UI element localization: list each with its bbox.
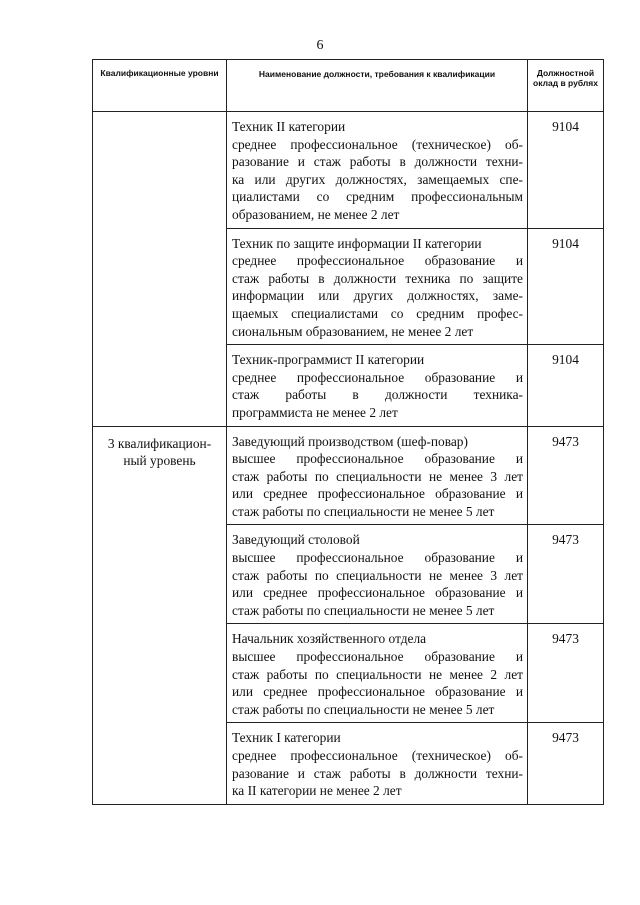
requirement-line: стаж работы по специальности не менее 3 лет — [232, 567, 523, 583]
requirement-line: стаж работы по специальности не менее 5 лет — [232, 701, 495, 717]
position-title: Техник II категории — [232, 119, 346, 134]
position-description-cell — [227, 426, 528, 525]
requirement-line: стаж работы по специальности не менее 5 лет — [232, 602, 495, 618]
position-description-cell — [227, 723, 528, 804]
requirement-line: разование и стаж работы в должности техни- — [232, 154, 523, 170]
requirement-line: высшее профессиональное образование и — [232, 649, 523, 665]
qualification-level-cell — [93, 112, 227, 427]
requirement-line: стаж работы по специальности не менее 5 лет — [232, 503, 495, 519]
position-description-cell — [227, 112, 528, 229]
requirement-line: или среднее профессиональное образование и — [232, 684, 523, 700]
salary-cell: 9473 — [528, 525, 604, 624]
table-row — [93, 112, 604, 229]
salary-cell: 9473 — [528, 624, 604, 723]
position-title: Начальник хозяйственного отдела — [232, 631, 427, 647]
requirement-line: среднее профессиональное (техническое) об- — [232, 748, 523, 763]
requirement-line: среднее профессиональное образование и — [232, 253, 523, 269]
salary-cell: 9104 — [528, 345, 604, 426]
requirement-line: циалистами со средним профессиональным — [232, 189, 523, 205]
table-row — [93, 426, 604, 525]
header-position-requirements: Наименование должности, требования к квалификации — [227, 60, 528, 112]
requirement-line: щаемых специалистами со средним профес- — [232, 305, 523, 321]
requirement-line: образованием, не менее 2 лет — [232, 206, 400, 222]
requirement-line: информации или других должностях, заме- — [232, 288, 523, 304]
position-description-cell — [227, 624, 528, 723]
requirement-line: среднее профессиональное (техническое) об- — [232, 136, 523, 152]
qualification-level-cell — [93, 426, 227, 804]
requirement-line: стаж работы в должности техника по защите — [232, 270, 523, 286]
requirement-line: или среднее профессиональное образование и — [232, 486, 523, 502]
table-header-row — [93, 60, 604, 112]
position-title: Техник-программист II категории — [232, 352, 425, 368]
requirement-line: высшее профессиональное образование и — [232, 451, 523, 467]
header-qualification-levels: Квалификационные уровни — [93, 60, 227, 112]
salary-cell: 9473 — [528, 723, 604, 804]
position-title: Техник I категории — [232, 730, 341, 746]
page-number: 6 — [316, 38, 324, 53]
position-description-cell — [227, 525, 528, 624]
requirement-line: или среднее профессиональное образование и — [232, 585, 523, 601]
requirement-line: стаж работы по специальности не менее 2 лет — [232, 666, 523, 682]
salary-cell: 9104 — [528, 228, 604, 345]
position-description-cell — [227, 345, 528, 426]
position-title: Заведующий производством (шеф-повар) — [232, 433, 468, 449]
position-title: Заведующий столовой — [232, 532, 360, 548]
qualification-table — [92, 59, 604, 805]
requirement-line: сиональным образованием, не менее 2 лет — [232, 323, 474, 339]
position-description-cell — [227, 228, 528, 345]
requirement-line: среднее профессиональное образование и — [232, 369, 523, 385]
requirement-line: ка или других должностях, замещаемых спе- — [232, 171, 523, 187]
table-body — [93, 112, 604, 805]
requirement-line: стаж работы в должности техника- — [232, 387, 523, 403]
qualification-level-line: ный уровень — [123, 453, 196, 469]
requirement-line: разование и стаж работы в должности техни- — [232, 765, 523, 781]
position-title: Техник по защите информации II категории — [232, 235, 482, 251]
qualification-level-line: 3 квалификацион- — [107, 435, 212, 451]
salary-cell: 9104 — [528, 112, 604, 229]
requirement-line: ка II категории не менее 2 лет — [232, 783, 402, 799]
requirement-line: высшее профессиональное образование и — [232, 550, 523, 566]
salary-cell: 9473 — [528, 426, 604, 525]
header-salary: Должностной оклад в рублях — [528, 60, 604, 112]
requirement-line: программиста не менее 2 лет — [232, 404, 398, 420]
requirement-line: стаж работы по специальности не менее 3 лет — [232, 468, 523, 484]
